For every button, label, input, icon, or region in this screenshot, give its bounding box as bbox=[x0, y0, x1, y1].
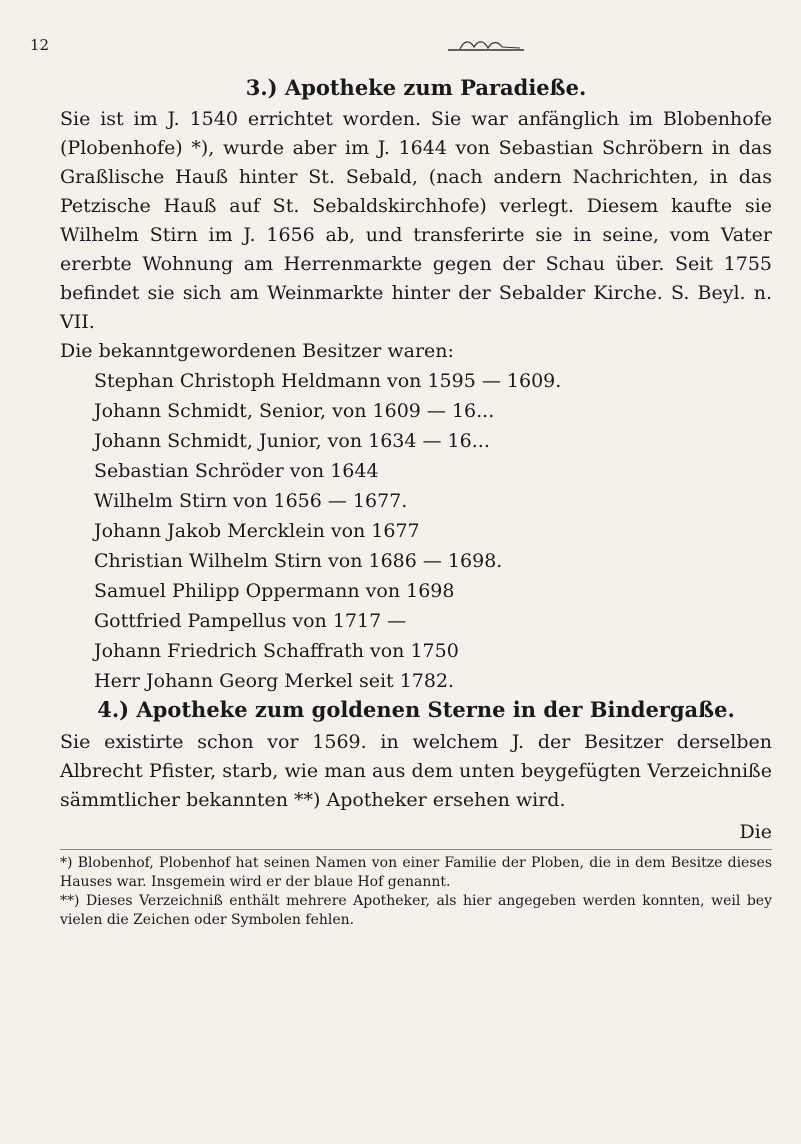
owners-intro: Die bekanntgewordenen Besitzer waren: bbox=[60, 340, 454, 363]
owner-item: Herr Johann Georg Merkel seit 1782. bbox=[94, 670, 455, 693]
section-title-apotheke-paradiese: 3.) Apotheke zum Paradieße. bbox=[245, 75, 587, 100]
owners-list bbox=[60, 366, 772, 696]
owner-item: Wilhelm Stirn von 1656 — 1677. bbox=[94, 490, 408, 513]
paragraph-apotheke-goldenen-sterne: Sie existirte schon vor 1569. in welchem J. der Besitzer derselben Albrecht Pfister, starb, wie man aus dem unten beygefügten Verzeichniße sämmtlicher bekannten **) Apotheker ersehen wird. bbox=[60, 730, 772, 811]
owner-item: Johann Friedrich Schaffrath von 1750 bbox=[94, 640, 459, 663]
owner-item: Sebastian Schröder von 1644 bbox=[94, 460, 379, 483]
footnote-2: **) Dieses Verzeichniß enthält mehrere Apotheker, als hier angegeben werden konnten, weil bey vielen die Zeichen oder Symbolen fehlen. bbox=[60, 892, 772, 928]
owner-item: Christian Wilhelm Stirn von 1686 — 1698. bbox=[94, 550, 503, 573]
owner-item: Gottfried Pampellus von 1717 — bbox=[94, 610, 407, 633]
footnote-1: *) Blobenhof, Plobenhof hat seinen Namen von einer Familie der Ploben, die in dem Besitze dieses Hauses war. Insgemein wird er der blaue Hof genannt. bbox=[60, 854, 772, 890]
owner-item: Samuel Philipp Oppermann von 1698 bbox=[94, 580, 455, 603]
section-title-apotheke-goldenen-sterne: 4.) Apotheke zum goldenen Sterne in der Bindergaße. bbox=[97, 697, 735, 723]
paragraph-apotheke-paradiese: Sie ist im J. 1540 errichtet worden. Sie war anfänglich im Blobenhofe (Plobenhofe) *), wurde aber im J. 1644 von Sebastian Schröbern in das Graßlische Hauß hinter St. Sebald, (nach andern Nachrichten, in das Petzische Hauß auf St. Sebaldskirchhofe) verlegt. Diesem kaufte sie Wilhelm Stirn im J. 1656 ab, und transferirte sie in seine, vom Vater ererbte Wohnung am Herrenmarkte gegen der Schau über. Seit 1755 befindet sie sich am Weinmarkte hinter der Sebalder Kirche. S. Beyl. n. VII. bbox=[60, 108, 772, 334]
owner-item: Johann Schmidt, Senior, von 1609 — 16... bbox=[94, 400, 495, 423]
header-ornament-icon bbox=[446, 38, 526, 52]
owner-item: Johann Schmidt, Junior, von 1634 — 16... bbox=[94, 430, 490, 453]
footnote-divider bbox=[60, 849, 772, 850]
owner-item: Johann Jakob Mercklein von 1677 bbox=[94, 520, 420, 543]
continuation-word: Die bbox=[739, 820, 772, 843]
page-number: 12 bbox=[30, 36, 50, 54]
page-content bbox=[60, 74, 772, 930]
owner-item: Stephan Christoph Heldmann von 1595 — 1609. bbox=[94, 370, 562, 393]
